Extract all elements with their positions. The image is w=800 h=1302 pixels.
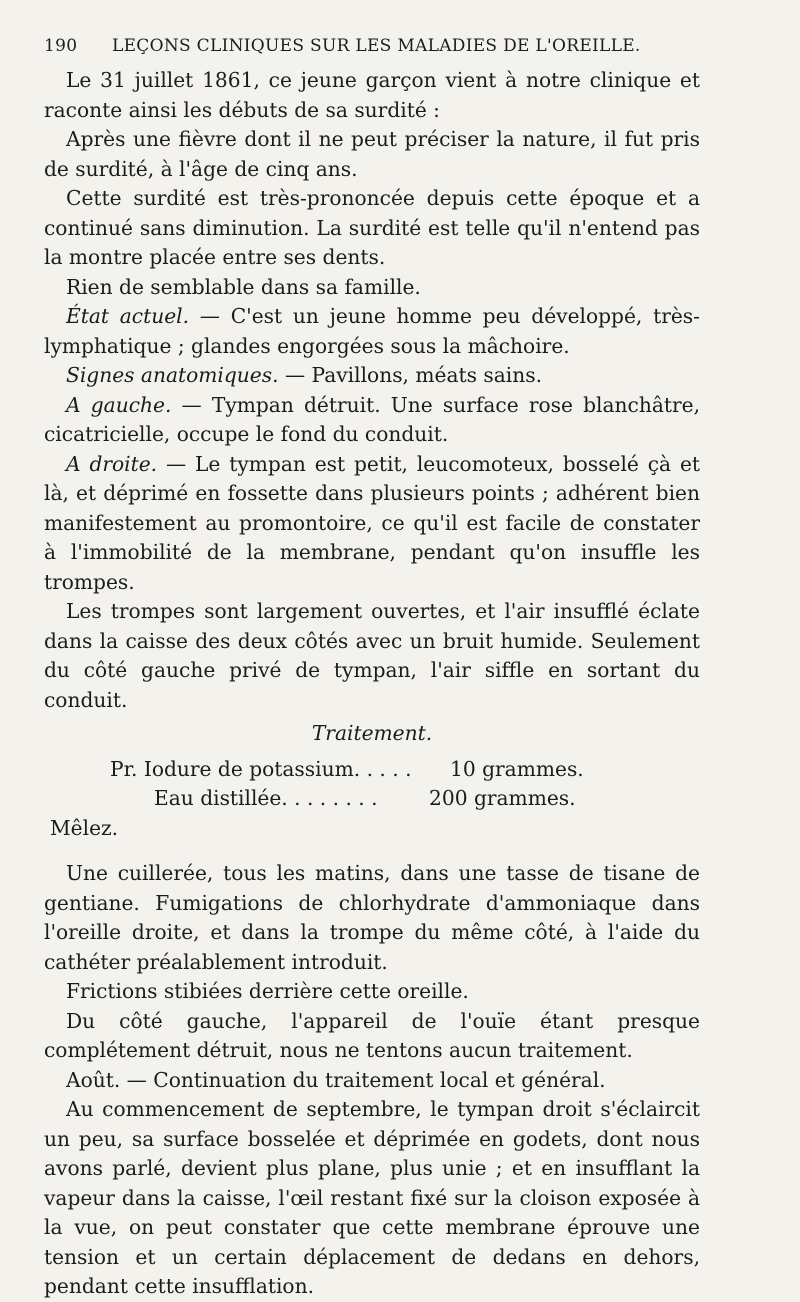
page-number: 190 [44, 36, 78, 56]
prescription-line-2 [44, 784, 700, 814]
etat-actuel-text: — C'est un jeune homme peu développé, très-lymphatique ; glandes engorgées sous la mâchoire. [44, 304, 700, 358]
paragraph-3: Cette surdité est très-prononcée depuis cette époque et a continué sans diminution. La surdité est telle qu'il n'entend pas la montre placée entre ses dents. [44, 186, 700, 269]
rx1-label: Pr. Iodure de potassium. . . . . [110, 756, 412, 781]
etat-actuel-lead: État actuel. [66, 304, 190, 328]
paragraph-trompes: Les trompes sont largement ouvertes, et l'air insufflé éclate dans la caisse des deux côtés avec un bruit humide. Seulement du côté gauche privé de tympan, l'air siffle en sortant du conduit. [44, 599, 700, 712]
running-header [44, 26, 700, 66]
signes-text: — Pavillons, méats sains. [278, 363, 543, 387]
droite-text: — Le tympan est petit, leucomoteux, bosselé çà et là, et déprimé en fossette dans plusieurs points ; adhérent bien manifestement au promontoire, ce qu'il est facile de constater à l'immobilité de la membrane, pendant qu'on insuffle les trompes. [44, 451, 701, 594]
paragraph-aout: Août. — Continuation du traitement local et général. [66, 1067, 606, 1092]
paragraph-4: Rien de semblable dans sa famille. [66, 274, 421, 299]
traitement-heading: Traitement. [311, 721, 433, 745]
paragraph-frictions: Frictions stibiées derrière cette oreille. [66, 979, 469, 1003]
prescription-line-1 [44, 755, 700, 785]
paragraph-1: Le 31 juillet 1861, ce jeune garçon vient à notre clinique et raconte ainsi les débuts de sa surdité : [44, 68, 700, 122]
paragraph-septembre: Au commencement de septembre, le tympan droit s'éclaircit un peu, sa surface bosselée et déprimée en godets, dont nous avons parlé, devient plus plane, plus unie ; et en insufflant la vapeur dans la caisse, l'œil restant fixé sur la cloison exposée à la vue, on peut constater que cette membrane éprouve une tension et un certain déplacement de dedans en dehors, pendant cette insufflation. [44, 1097, 700, 1298]
running-title: LEÇONS CLINIQUES SUR LES MALADIES DE L'OREILLE. [112, 36, 641, 56]
gauche-text: — Tympan détruit. Une surface rose blanchâtre, cicatricielle, occupe le fond du conduit. [44, 392, 700, 446]
spacer [44, 843, 700, 859]
paragraph-gauche [44, 391, 700, 450]
paragraph-cuilleree: Une cuillerée, tous les matins, dans une tasse de tisane de gentiane. Fumigations de chlorhydrate d'ammoniaque dans l'oreille droite, et dans la trompe du même côté, à l'aide du cathéter préalablement introduit. [44, 861, 700, 974]
paragraph-etat-actuel [44, 302, 700, 361]
rx2-dose: 200 grammes. [429, 786, 576, 810]
droite-lead: A droite. [66, 451, 158, 476]
gauche-lead: A gauche. [66, 392, 172, 417]
paragraph-2: Après une fièvre dont il ne peut préciser la nature, il fut pris de surdité, à l'âge de cinq ans. [44, 127, 700, 181]
paragraph-droite [44, 450, 700, 598]
paragraph-signes [44, 361, 700, 391]
book-page [44, 26, 700, 1302]
melez: Mêlez. [50, 815, 119, 840]
signes-lead: Signes anatomiques. [66, 363, 279, 387]
rx2-label: Eau distillée. . . . . . . . [154, 786, 378, 810]
paragraph-cote-gauche: Du côté gauche, l'appareil de l'ouïe étant presque complétement détruit, nous ne tentons aucun traitement. [44, 1008, 700, 1062]
rx1-dose: 10 grammes. [450, 756, 584, 781]
